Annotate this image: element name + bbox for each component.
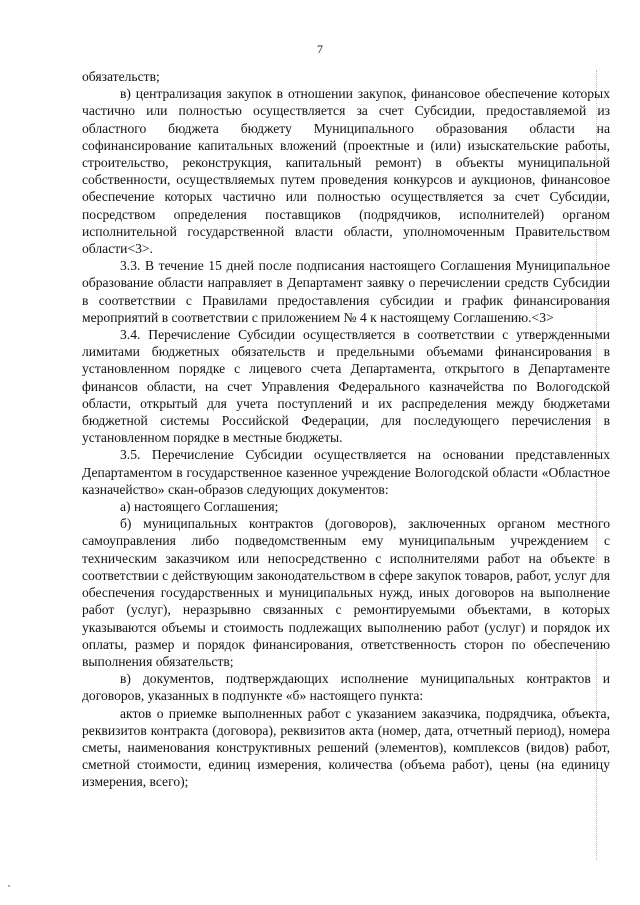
paragraph-item-v-centralization: в) централизация закупок в отношении закупок, финансовое обеспечение которых частично или полностью осуществляется за счет Субсидии, предоставляемой из областного бюджета бюджету Муниципального образования области на софинансирование капитальных вложений (проектные и (или) изыскательские работы, строительство, реконструкция, капитальный ремонт) в объекты муниципальной собственности, осуществляемых путем проведения конкурсов и аукционов, финансовое обеспечение которых частично или полностью осуществляется за счет Субсидии, посредством определения поставщиков (подрядчиков, исполнителей) органом исполнительной государственной власти области, уполномоченным Правительством области<3>. bbox=[82, 86, 610, 257]
paragraph-acts: актов о приемке выполненных работ с указанием заказчика, подрядчика, объекта, реквизитов контракта (договора), реквизитов акта (номер, дата, отчетный период), номера сметы, наименования конструктивных решений (элементов), комплексов (видов) работ, сметной стоимости, единиц измерения, количества (объема работ), цены (на единицу измерения, всего); bbox=[82, 705, 610, 790]
paragraph-item-v-documents: в) документов, подтверждающих исполнение муниципальных контрактов и договоров, указанных в подпункте «б» настоящего пункта: bbox=[82, 671, 610, 704]
scan-speck bbox=[8, 885, 10, 887]
document-body bbox=[82, 68, 610, 791]
page-number: 7 bbox=[317, 42, 323, 56]
paragraph-3-5: 3.5. Перечисление Субсидии осуществляется на основании представленных Департаментом в государственное казенное учреждение Вологодской области «Областное казначейство» скан-образов следующих документов: bbox=[82, 447, 610, 497]
paragraph-item-b: б) муниципальных контрактов (договоров), заключенных органом местного самоуправления либо подведомственным ему муниципальным учреждением с техническим заказчиком или непосредственно с исполнителями работ на объекте в соответствии с действующим законодательством в сфере закупок товаров, работ, услуг для обеспечения государственных и муниципальных нужд, иных договоров на выполнение работ (услуг), неразрывно связанных с ремонтируемыми объектами, в которых указываются объемы и стоимость подлежащих выполнению работ (услуг) и порядок их оплаты, размер и порядок финансирования, ответственность сторон по обеспечению выполнения обязательств; bbox=[82, 516, 610, 669]
paragraph-continuation: обязательств; bbox=[82, 69, 160, 84]
paragraph-item-a: а) настоящего Соглашения; bbox=[120, 499, 279, 515]
paragraph-3-3: 3.3. В течение 15 дней после подписания настоящего Соглашения Муниципальное образование области направляет в Департамент заявку о перечислении средств Субсидии в соответствии с Правилами предоставления субсидии и график финансирования мероприятий в соответствии с приложением № 4 к настоящему Соглашению.<3> bbox=[82, 258, 610, 325]
paragraph-3-4: 3.4. Перечисление Субсидии осуществляется в соответствии с утвержденными лимитами бюджетных обязательств и предельными объемами финансирования в установленном порядке с лицевого счета Департамента, открытого в Департаменте финансов области, на счет Управления Федерального казначейства по Вологодской области, открытый для учета поступлений и их распределения между бюджетами бюджетной системы Российской Федерации, для последующего перечисления в установленном порядке в местные бюджеты. bbox=[82, 327, 610, 446]
